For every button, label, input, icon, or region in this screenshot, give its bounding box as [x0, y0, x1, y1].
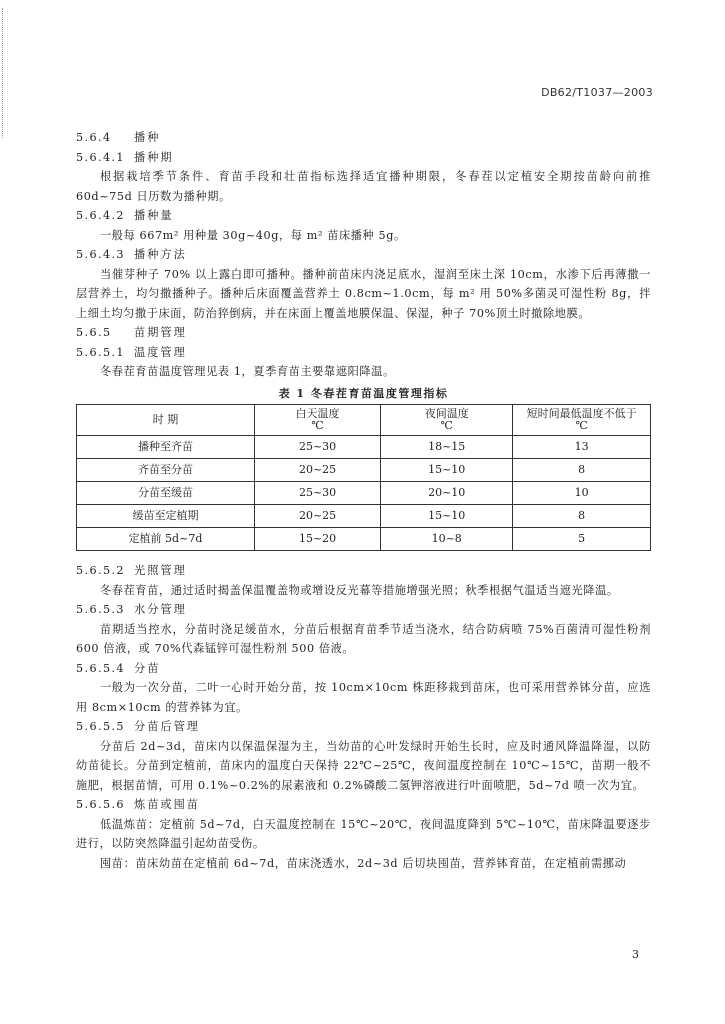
table-row — [77, 436, 651, 459]
standard-code: DB62/T1037—2003 — [541, 86, 653, 99]
paragraph-hardening: 低温炼苗：定植前 5d~7d，白天温度控制在 15℃~20℃，夜间温度降到 5℃~10℃，苗床降温要逐步进行，以防突然降温引起幼苗受伤。 — [76, 817, 651, 850]
table-cell: 15~20 — [254, 528, 380, 551]
table-cell: 5 — [513, 528, 651, 551]
table-row — [77, 482, 651, 505]
heading-5-6-4 — [76, 128, 651, 148]
table-header-row — [77, 405, 651, 436]
paragraph-storing: 囤苗：苗床幼苗在定植前 6d~7d，苗床浇透水，2d~3d 后切块囤苗，营养钵育苗，在定植前需挪动 — [100, 856, 627, 870]
heading-5-6-5-3 — [76, 600, 651, 620]
table-cell: 25~30 — [254, 436, 380, 459]
heading-title: 炼苗或囤苗 — [134, 798, 200, 811]
main-content — [76, 128, 651, 873]
table-cell: 13 — [513, 436, 651, 459]
heading-5-6-5-2 — [76, 561, 651, 581]
page-number: 3 — [632, 948, 639, 961]
table-cell: 18~15 — [381, 436, 513, 459]
table-cell: 分苗至缓苗 — [77, 482, 255, 505]
heading-5-6-5-5 — [76, 717, 651, 737]
heading-number: 5.6.5.3 — [76, 603, 125, 616]
paragraph-sowing-method: 当催芽种子 70% 以上露白即可播种。播种前苗床内浇足底水，湿润至床土深 10cm，水渗下后再薄撒一层营养土，均匀撒播种子。播种后床面覆盖营养土 0.8cm~1.0cm，每 m² 用 50%多菌灵可湿性粉 8g，拌上细土均匀撒于床面，防治猝倒病，并在床面上覆盖地膜保温、保湿，种子 70%顶土时撤除地膜。 — [76, 267, 651, 320]
table-cell: 10~8 — [381, 528, 513, 551]
heading-5-6-4-3 — [76, 245, 651, 265]
heading-title: 播种 — [134, 131, 161, 144]
table-cell: 定植前 5d~7d — [77, 528, 255, 551]
table-caption: 表 1 冬春茬育苗温度管理指标 — [278, 386, 449, 400]
table-header-cell: 白天温度 ℃ — [254, 405, 380, 436]
paragraph-transplant: 一般为一次分苗，二叶一心时开始分苗，按 10cm×10cm 株距移栽到苗床，也可采用营养钵分苗，应选用 8cm×10cm 的营养钵为宜。 — [76, 681, 651, 714]
paragraph-sowing-period: 根据栽培季节条件、育苗手段和壮苗指标选择适宜播种期限，冬春茬以定植安全期按苗龄向前推60d~75d 日历数为播种期。 — [76, 170, 651, 203]
table-cell: 20~25 — [254, 505, 380, 528]
table-header-cell: 时 期 — [77, 405, 255, 436]
heading-5-6-5 — [76, 323, 651, 343]
heading-5-6-4-1 — [76, 148, 651, 168]
table-cell: 25~30 — [254, 482, 380, 505]
heading-title: 光照管理 — [134, 564, 187, 577]
table-row — [77, 505, 651, 528]
paragraph-post-transplant: 分苗后 2d~3d，苗床内以保温保湿为主，当幼苗的心叶发绿时开始生长时，应及时通风降温降湿，以防幼苗徒长。分苗到定植前，苗床内的温度白天保持 22℃~25℃，夜间温度控制在 10℃~15℃，苗期一般不施肥，根据苗情，可用 0.1%~0.2%的尿素液和 0.2%磷酸二氢钾溶液进行叶面喷肥，5d~7d 喷一次为宜。 — [76, 739, 651, 792]
paragraph-sowing-amount: 一般每 667m² 用种量 30g~40g，每 m² 苗床播种 5g。 — [100, 228, 406, 242]
table-cell: 20~25 — [254, 459, 380, 482]
paragraph-light: 冬春茬育苗，通过适时揭盖保温覆盖物或增设反光幕等措施增强光照；秋季根据气温适当遮光降温。 — [100, 583, 619, 597]
heading-number: 5.6.5.2 — [76, 564, 125, 577]
heading-5-6-4-2 — [76, 206, 651, 226]
table-cell: 10 — [513, 482, 651, 505]
heading-title: 播种量 — [134, 209, 174, 222]
heading-number: 5.6.4.1 — [76, 150, 125, 164]
heading-number: 5.6.5.5 — [76, 720, 125, 733]
heading-number: 5.6.5.4 — [76, 661, 125, 675]
heading-number: 5.6.4 — [76, 131, 112, 144]
table-cell: 齐苗至分苗 — [77, 459, 255, 482]
heading-title: 苗期管理 — [134, 326, 187, 339]
heading-number: 5.6.5.1 — [76, 345, 125, 359]
heading-number: 5.6.5.6 — [76, 798, 125, 811]
table-header-cell: 夜间温度 ℃ — [381, 405, 513, 436]
heading-title: 水分管理 — [134, 603, 187, 616]
heading-title: 温度管理 — [134, 345, 187, 359]
table-cell: 20~10 — [381, 482, 513, 505]
heading-number: 5.6.4.2 — [76, 209, 125, 222]
heading-title: 播种期 — [134, 150, 174, 164]
heading-title: 分苗后管理 — [134, 720, 200, 733]
temperature-table — [76, 404, 651, 551]
heading-5-6-5-4 — [76, 659, 651, 679]
heading-number: 5.6.5 — [76, 326, 112, 339]
binding-margin-marks — [2, 8, 9, 138]
table-row — [77, 459, 651, 482]
table-header-cell: 短时间最低温度不低于 ℃ — [513, 405, 651, 436]
heading-title: 分苗 — [134, 661, 161, 675]
paragraph-water: 苗期适当控水，分苗时浇足缓苗水，分苗后根据育苗季节适当浇水，结合防病喷 75%百菌清可湿性粉剂 600 倍液，或 70%代森锰锌可湿性粉剂 500 倍液。 — [76, 622, 651, 655]
table-cell: 15~10 — [381, 505, 513, 528]
table-cell: 8 — [513, 505, 651, 528]
table-cell: 8 — [513, 459, 651, 482]
table-cell: 15~10 — [381, 459, 513, 482]
table-cell: 缓苗至定植期 — [77, 505, 255, 528]
heading-5-6-5-6 — [76, 795, 651, 815]
heading-number: 5.6.4.3 — [76, 248, 125, 261]
heading-title: 播种方法 — [134, 248, 187, 261]
heading-5-6-5-1 — [76, 343, 651, 363]
paragraph-temperature: 冬春茬育苗温度管理见表 1，夏季育苗主要靠遮阳降温。 — [100, 365, 395, 378]
table-row — [77, 528, 651, 551]
table-cell: 播种至齐苗 — [77, 436, 255, 459]
